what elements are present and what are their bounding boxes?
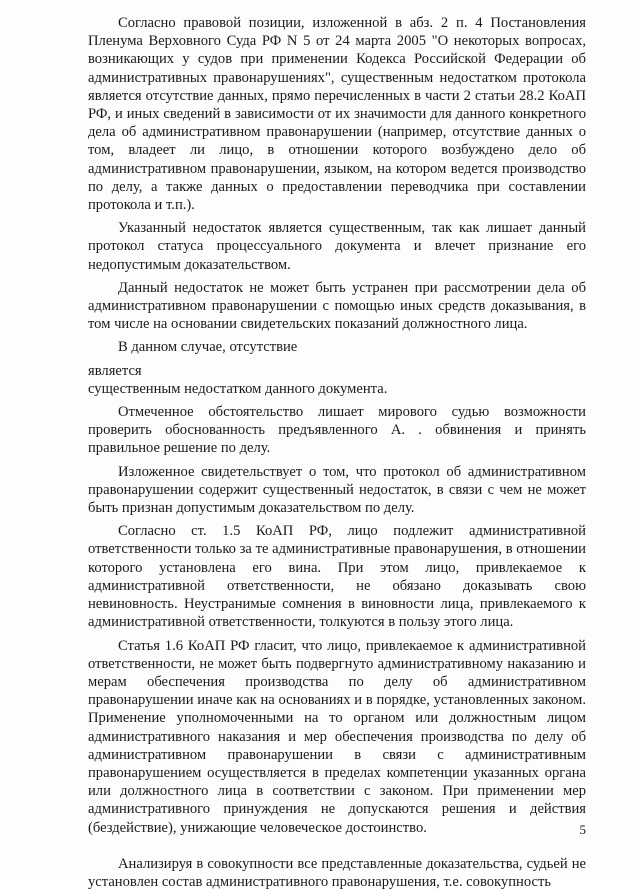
paragraph-conclusion: Анализируя в совокупности все представленные доказательства, судьей не установлен состав административного правонарушения, т.е. совокупность: [88, 855, 586, 890]
paragraph-in-this-case-end: является: [88, 362, 142, 379]
paragraph-noted-circumstance: Отмеченное обстоятельство лишает мирового судью возможности проверить обоснованность предъявленного А. . обвинения и принять правильное решение по делу.: [88, 404, 586, 457]
document-body: [88, 14, 586, 891]
paragraph-cannot-be-remedied: Данный недостаток не может быть устранен при рассмотрении дела об административном правонарушении с помощью иных средств доказывания, в том числе на основании свидетельских показаний должностного лица.: [88, 279, 586, 333]
paragraph-in-this-case: В данном случае, отсутствие: [118, 339, 298, 356]
paragraph-article-1-6: Статья 1.6 КоАП РФ гласит, что лицо, привлекаемое к административной ответственности, не может быть подвергнуто административному наказанию и мерам обеспечения производства по делу об административном правонарушении иначе как на основаниях и в порядке, установленных законом. Применение уполномоченными на то органом или должностным лицом административного наказания и мер обеспечения производства по делу об административном правонарушении в связи с административным правонарушением осуществляется в пределах компетенции указанных органа или должностного лица в соответствии с законом. При применении мер административного принуждения не допускаются решения и действия (бездействие), унижающие человеческое достоинство.: [88, 637, 586, 836]
paragraph-legal-position: Согласно правовой позиции, изложенной в абз. 2 п. 4 Постановления Пленума Верховного Суда РФ N 5 от 24 марта 2005 "О некоторых вопросах, возникающих у судов при применении Кодекса Российской Федерации об административных правонарушениях", существенным недостатком протокола является отсутствие данных, прямо перечисленных в части 2 статьи 28.2 КоАП РФ, и иных сведений в зависимости от их значимости для данного конкретного дела об административном правонарушении (например, отсутствие данных о том, владеет ли лицо, в отношении которого возбуждено дело об административном правонарушении, языком, на котором ведется производство по делу, а также данных о предоставлении переводчика при составлении протокола и т.п.).: [88, 15, 586, 214]
paragraph-substantial-defect: Указанный недостаток является существенным, так как лишает данный протокол статуса процессуального документа и влечет признание его недопустимым доказательством.: [88, 220, 586, 273]
page-number: 5: [579, 822, 586, 837]
paragraph-article-1-5: Согласно ст. 1.5 КоАП РФ, лицо подлежит административной ответственности только за те административные правонарушения, в отношении которого установлена его вина. При этом лицо, привлекаемое к административной ответственности, не обязано доказывать свою невиновность. Неустранимые сомнения в виновности лица, привлекаемого к административной ответственности, толкуются в пользу этого лица.: [88, 523, 586, 631]
paragraph-protocol-defect: Изложенное свидетельствует о том, что протокол об административном правонарушении содержит существенный недостаток, в связи с чем не может быть признан допустимым доказательством по делу.: [88, 463, 586, 517]
paragraph-in-this-case-continued: существенным недостатком данного документа.: [88, 380, 388, 397]
